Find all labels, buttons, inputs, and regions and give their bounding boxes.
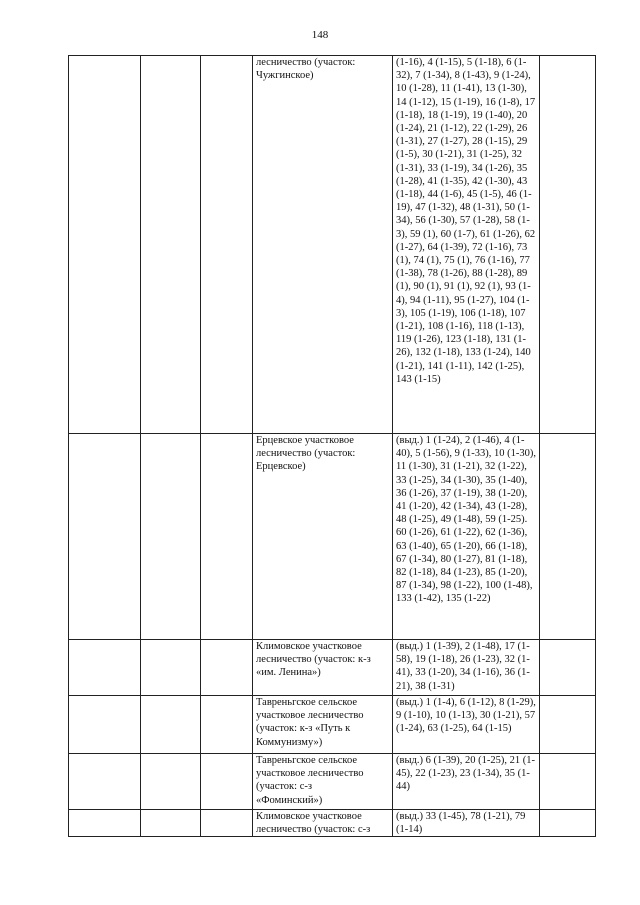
page-number: 148 [311,29,329,41]
empty-cell [201,810,253,837]
empty-cell [69,640,141,696]
empty-cell [540,696,596,754]
empty-cell [69,696,141,754]
empty-cell [141,810,201,837]
empty-cell [69,754,141,810]
table-row [69,810,596,837]
table-row [69,56,596,434]
empty-cell [540,810,596,837]
quarters-cell: (выд.) 6 (1-39), 20 (1-25), 21 (1-45), 22 (1-23), 23 (1-34), 35 (1-44) [393,754,540,810]
table-row [69,754,596,810]
quarters-cell: (выд.) 33 (1-45), 78 (1-21), 79 (1-14) [393,810,540,837]
forestry-table [68,55,596,837]
empty-cell [201,696,253,754]
empty-cell [201,56,253,434]
table-row [69,434,596,640]
empty-cell [540,640,596,696]
quarters-cell: (выд.) 1 (1-39), 2 (1-48), 17 (1-58), 19 (1-18), 26 (1-23), 32 (1-41), 33 (1-20), 34 (1-16), 36 (1-21), 38 (1-31) [393,640,540,696]
empty-cell [540,56,596,434]
quarters-cell: (1-16), 4 (1-15), 5 (1-18), 6 (1-32), 7 (1-34), 8 (1-43), 9 (1-24), 10 (1-28), 11 (1-41), 13 (1-30), 14 (1-12), 15 (1-19), 16 (1-8), 17 (1-18), 18 (1-19), 19 (1-40), 20 (1-24), 21 (1-12), 22 (1-29), 26 (1-31), 27 (1-27), 28 (1-15), 29 (1-5), 30 (1-21), 31 (1-25), 32 (1-31), 33 (1-19), 34 (1-26), 35 (1-28), 41 (1-35), 42 (1-30), 43 (1-18), 44 (1-6), 45 (1-5), 46 (1-19), 47 (1-32), 48 (1-31), 50 (1-34), 56 (1-30), 57 (1-28), 58 (1-3), 59 (1), 60 (1-7), 61 (1-26), 62 (1-27), 64 (1-39), 72 (1-16), 73 (1), 74 (1), 75 (1), 76 (1-16), 77 (1-38), 78 (1-26), 88 (1-28), 89 (1), 90 (1), 91 (1), 92 (1), 93 (1-4), 94 (1-11), 95 (1-27), 104 (1-3), 105 (1-19), 106 (1-18), 107 (1-21), 108 (1-16), 118 (1-13), 119 (1-26), 123 (1-18), 131 (1-26), 132 (1-18), 133 (1-24), 140 (1-21), 141 (1-11), 142 (1-25), 143 (1-15) [393,56,540,434]
empty-cell [201,754,253,810]
forestry-area-cell: Климовское участковое лесничество (участок: с-з [253,810,393,837]
empty-cell [141,754,201,810]
empty-cell [141,434,201,640]
forestry-area-cell: Тавреньгское сельское участковое лесничество (участок: к-з «Путь к Коммунизму») [253,696,393,754]
quarters-cell: (выд.) 1 (1-24), 2 (1-46), 4 (1-40), 5 (1-56), 9 (1-33), 10 (1-30), 11 (1-30), 31 (1-21), 32 (1-22), 33 (1-25), 34 (1-30), 35 (1-40), 36 (1-26), 37 (1-19), 38 (1-20), 41 (1-20), 42 (1-34), 43 (1-28), 48 (1-25), 49 (1-48), 59 (1-25). 60 (1-26), 61 (1-22), 62 (1-36), 63 (1-40), 65 (1-20), 66 (1-18), 67 (1-34), 80 (1-27), 81 (1-18), 82 (1-18), 84 (1-23), 85 (1-20), 87 (1-34), 98 (1-22), 100 (1-48), 133 (1-42), 135 (1-22) [393,434,540,640]
forestry-area-cell: Ерцевское участковое лесничество (участок: Ерцевское) [253,434,393,640]
quarters-cell: (выд.) 1 (1-4), 6 (1-12), 8 (1-29), 9 (1-10), 10 (1-13), 30 (1-21), 57 (1-24), 63 (1-25), 64 (1-15) [393,696,540,754]
empty-cell [540,434,596,640]
forestry-area-cell: Климовское участковое лесничество (участок: к-з «им. Ленина») [253,640,393,696]
empty-cell [201,434,253,640]
table-row [69,696,596,754]
empty-cell [141,696,201,754]
empty-cell [540,754,596,810]
forestry-area-cell: лесничество (участок: Чужгинское) [253,56,393,434]
empty-cell [141,56,201,434]
table-row [69,640,596,696]
empty-cell [201,640,253,696]
empty-cell [69,810,141,837]
forestry-area-cell: Тавреньгское сельское участковое лесничество (участок: с-з «Фоминский») [253,754,393,810]
empty-cell [141,640,201,696]
empty-cell [69,56,141,434]
empty-cell [69,434,141,640]
